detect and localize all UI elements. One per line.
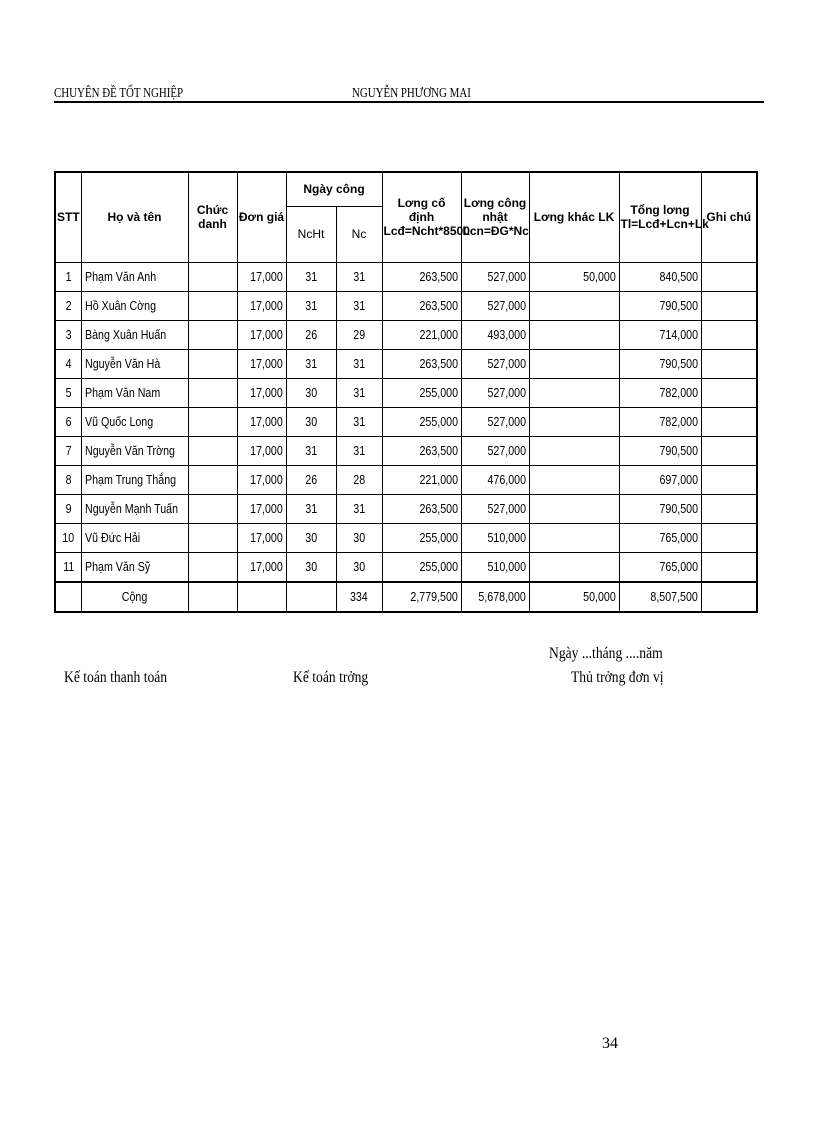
row-stt: 11	[55, 552, 81, 582]
row-other-salary: 50,000	[529, 262, 619, 291]
row-nc: 31	[336, 262, 382, 291]
row-fixed-salary: 263,500	[382, 262, 461, 291]
header-left: CHUYÊN ĐỀ TỐT NGHIỆP	[54, 86, 184, 101]
table-row	[55, 494, 757, 523]
row-stt: 9	[55, 494, 81, 523]
row-stt: 3	[55, 320, 81, 349]
row-unit-price: 17,000	[237, 436, 286, 465]
header-work-days: Ngày công	[286, 172, 382, 206]
row-other-salary	[529, 436, 619, 465]
row-ncht: 26	[286, 465, 336, 494]
row-other-salary	[529, 349, 619, 378]
header-author: NGUYỄN PHƯƠNG MAI	[352, 86, 471, 101]
row-total-salary: 790,500	[619, 494, 701, 523]
header-ncht: NcHt	[286, 206, 336, 262]
row-ncht: 31	[286, 349, 336, 378]
row-daily-salary: 527,000	[461, 494, 529, 523]
row-stt: 2	[55, 291, 81, 320]
total-label: Cộng	[81, 582, 188, 612]
row-other-salary	[529, 465, 619, 494]
row-total-salary: 790,500	[619, 349, 701, 378]
row-note	[701, 320, 757, 349]
row-other-salary	[529, 378, 619, 407]
signature-payment-accountant: Kế toán thanh toán	[64, 669, 168, 686]
row-stt: 4	[55, 349, 81, 378]
row-other-salary	[529, 320, 619, 349]
row-daily-salary: 527,000	[461, 378, 529, 407]
row-ncht: 31	[286, 494, 336, 523]
row-nc: 29	[336, 320, 382, 349]
row-name: Phạm Văn Sỹ	[81, 552, 188, 582]
row-note	[701, 349, 757, 378]
header-total-salary: Tổng lơng Tl=Lcđ+Lcn+Lk	[619, 172, 701, 262]
header-fixed-salary: Lơng cố định Lcđ=Ncht*8500	[382, 172, 461, 262]
row-title	[188, 523, 237, 552]
row-name: Vũ Quốc Long	[81, 407, 188, 436]
row-stt: 7	[55, 436, 81, 465]
row-note	[701, 407, 757, 436]
row-ncht: 30	[286, 378, 336, 407]
header-other-salary: Lơng khác LK	[529, 172, 619, 262]
table-row	[55, 436, 757, 465]
header-unit-price: Đơn giá	[237, 172, 286, 262]
row-total-salary: 790,500	[619, 436, 701, 465]
row-unit-price: 17,000	[237, 523, 286, 552]
row-nc: 31	[336, 407, 382, 436]
row-unit-price: 17,000	[237, 552, 286, 582]
row-daily-salary: 527,000	[461, 436, 529, 465]
row-fixed-salary: 255,000	[382, 552, 461, 582]
table-row	[55, 262, 757, 291]
row-title	[188, 494, 237, 523]
row-unit-price: 17,000	[237, 262, 286, 291]
row-ncht: 30	[286, 407, 336, 436]
row-title	[188, 436, 237, 465]
row-total-salary: 765,000	[619, 523, 701, 552]
row-stt: 1	[55, 262, 81, 291]
row-title	[188, 291, 237, 320]
row-note	[701, 465, 757, 494]
row-nc: 31	[336, 436, 382, 465]
header-daily-salary: Lơng công nhật Lcn=ĐG*Nc	[461, 172, 529, 262]
row-ncht: 26	[286, 320, 336, 349]
total-daily: 5,678,000	[461, 582, 529, 612]
table-row	[55, 378, 757, 407]
row-fixed-salary: 255,000	[382, 378, 461, 407]
total-sum: 8,507,500	[619, 582, 701, 612]
row-ncht: 31	[286, 436, 336, 465]
row-nc: 31	[336, 494, 382, 523]
row-stt: 6	[55, 407, 81, 436]
row-ncht: 31	[286, 291, 336, 320]
header-divider	[54, 101, 764, 103]
row-ncht: 30	[286, 523, 336, 552]
row-other-salary	[529, 523, 619, 552]
row-unit-price: 17,000	[237, 494, 286, 523]
row-unit-price: 17,000	[237, 407, 286, 436]
table-row	[55, 407, 757, 436]
total-nc: 334	[336, 582, 382, 612]
total-other: 50,000	[529, 582, 619, 612]
signature-head-of-unit: Thủ trởng đơn vị	[571, 669, 664, 686]
row-fixed-salary: 263,500	[382, 291, 461, 320]
row-daily-salary: 510,000	[461, 523, 529, 552]
row-daily-salary: 527,000	[461, 407, 529, 436]
row-nc: 28	[336, 465, 382, 494]
row-nc: 31	[336, 349, 382, 378]
row-note	[701, 552, 757, 582]
row-total-salary: 840,500	[619, 262, 701, 291]
row-name: Phạm Trung Thắng	[81, 465, 188, 494]
header-name: Họ và tên	[81, 172, 188, 262]
row-daily-salary: 476,000	[461, 465, 529, 494]
row-title	[188, 320, 237, 349]
date-line: Ngày ...tháng ....năm	[549, 645, 663, 662]
table-row	[55, 320, 757, 349]
header-stt: STT	[55, 172, 81, 262]
row-nc: 30	[336, 523, 382, 552]
row-fixed-salary: 263,500	[382, 494, 461, 523]
row-unit-price: 17,000	[237, 378, 286, 407]
payroll-table	[54, 171, 758, 613]
table-row	[55, 291, 757, 320]
header-title: Chức danh	[188, 172, 237, 262]
row-ncht: 31	[286, 262, 336, 291]
signature-chief-accountant: Kế toán trởng	[293, 669, 369, 686]
row-daily-salary: 527,000	[461, 262, 529, 291]
row-note	[701, 523, 757, 552]
row-note	[701, 291, 757, 320]
row-total-salary: 782,000	[619, 407, 701, 436]
row-title	[188, 378, 237, 407]
row-title	[188, 349, 237, 378]
row-fixed-salary: 263,500	[382, 436, 461, 465]
row-note	[701, 494, 757, 523]
row-title	[188, 552, 237, 582]
row-fixed-salary: 221,000	[382, 465, 461, 494]
row-unit-price: 17,000	[237, 349, 286, 378]
table-row	[55, 552, 757, 582]
row-other-salary	[529, 407, 619, 436]
row-name: Nguyễn Mạnh Tuấn	[81, 494, 188, 523]
row-total-salary: 782,000	[619, 378, 701, 407]
row-nc: 30	[336, 552, 382, 582]
row-fixed-salary: 255,000	[382, 523, 461, 552]
row-name: Phạm Văn Anh	[81, 262, 188, 291]
row-stt: 5	[55, 378, 81, 407]
row-name: Vũ Đức Hải	[81, 523, 188, 552]
row-fixed-salary: 255,000	[382, 407, 461, 436]
row-name: Nguyễn Văn Hà	[81, 349, 188, 378]
row-title	[188, 465, 237, 494]
row-unit-price: 17,000	[237, 320, 286, 349]
row-title	[188, 407, 237, 436]
table-row	[55, 465, 757, 494]
row-note	[701, 436, 757, 465]
table-row	[55, 523, 757, 552]
row-ncht: 30	[286, 552, 336, 582]
row-total-salary: 714,000	[619, 320, 701, 349]
row-total-salary: 697,000	[619, 465, 701, 494]
row-name: Phạm Văn Nam	[81, 378, 188, 407]
row-stt: 10	[55, 523, 81, 552]
row-daily-salary: 493,000	[461, 320, 529, 349]
row-nc: 31	[336, 291, 382, 320]
page-number: 34	[602, 1035, 618, 1052]
row-nc: 31	[336, 378, 382, 407]
row-total-salary: 790,500	[619, 291, 701, 320]
row-title	[188, 262, 237, 291]
header-nc: Nc	[336, 206, 382, 262]
row-note	[701, 262, 757, 291]
total-fixed: 2,779,500	[382, 582, 461, 612]
row-daily-salary: 510,000	[461, 552, 529, 582]
row-other-salary	[529, 494, 619, 523]
row-fixed-salary: 263,500	[382, 349, 461, 378]
table-row	[55, 349, 757, 378]
row-stt: 8	[55, 465, 81, 494]
total-row	[55, 582, 757, 612]
row-daily-salary: 527,000	[461, 291, 529, 320]
row-name: Nguyễn Văn Trờng	[81, 436, 188, 465]
row-name: Hồ Xuân Cờng	[81, 291, 188, 320]
row-daily-salary: 527,000	[461, 349, 529, 378]
row-other-salary	[529, 291, 619, 320]
row-total-salary: 765,000	[619, 552, 701, 582]
header-note: Ghi chú	[701, 172, 757, 262]
row-unit-price: 17,000	[237, 465, 286, 494]
row-other-salary	[529, 552, 619, 582]
row-note	[701, 378, 757, 407]
row-unit-price: 17,000	[237, 291, 286, 320]
row-name: Bàng Xuân Huấn	[81, 320, 188, 349]
row-fixed-salary: 221,000	[382, 320, 461, 349]
